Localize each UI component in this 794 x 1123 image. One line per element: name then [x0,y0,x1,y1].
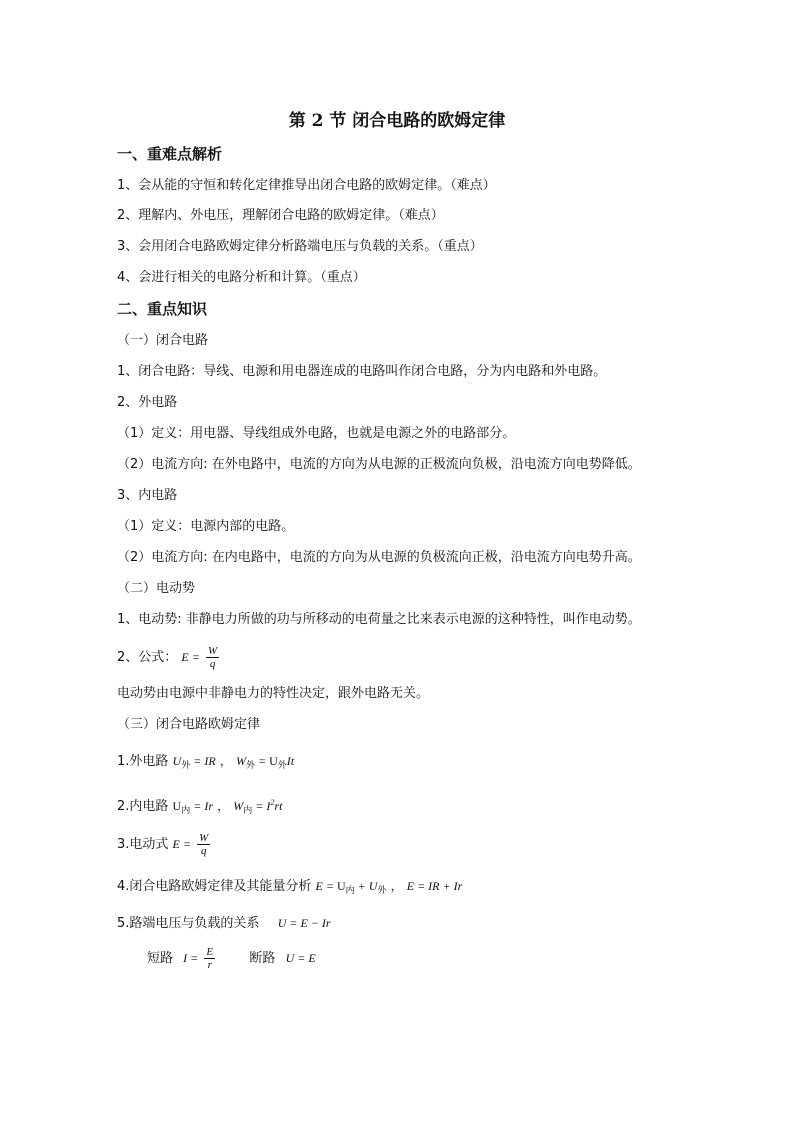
paragraph: 1、电动势: 非静电力所做的功与所移动的电荷量之比来表示电源的这种特性，叫作电动势。 [117,612,641,627]
paragraph: 3、内电路 [117,488,178,503]
formula-line-cases: 短路 I = $\frac{E}{r}$ 断路 U = E [147,946,316,971]
formula-line [117,645,221,670]
formula-label: 2、公式： [117,650,178,665]
fraction: $\frac{W}{q}$ [199,832,209,857]
formula-line-inner: 2.内电路 $U_内 = Ir$ ， $W_内 = I^2rt$ [117,798,283,816]
formula-emf: E = [181,650,200,664]
subsection-title: （二）电动势 [117,581,196,596]
paragraph: （1）定义：电源内部的电路。 [117,519,295,534]
list-item: 2、理解内、外电压，理解闭合电路的欧姆定律。（难点） [117,208,444,223]
subsection-title: （三）闭合电路欧姆定律 [117,717,261,732]
paragraph: （2）电流方向: 在外电路中，电流的方向为从电源的正极流向负极，沿电流方向电势降低。 [117,457,641,472]
page-title: 第 2 节 闭合电路的欧姆定律 [288,111,506,131]
paragraph: （1）定义：用电器、导线组成外电路，也就是电源之外的电路部分。 [117,426,516,441]
list-item: 1、会从能的守恒和转化定律推导出闭合电路的欧姆定律。（难点） [117,178,496,193]
list-item: 3、会用闭合电路欧姆定律分析路端电压与负载的关系。（重点） [117,239,483,254]
section1-heading: 一、重难点解析 [117,145,223,163]
fraction: $\frac{W}{q}$ [208,645,218,670]
formula-line-ohm: 4.闭合电路欧姆定律及其能量分析 $E = U_内 + U_外$ ， E = IR + Ir [117,879,463,896]
fraction: $\frac{E}{r}$ [206,946,214,971]
subsection-title: （一）闭合电路 [117,333,209,348]
paragraph: 2、外电路 [117,395,178,410]
paragraph: （2）电流方向: 在内电路中，电流的方向为从电源的负极流向正极，沿电流方向电势升高。 [117,550,641,565]
formula-line-emf: 3.电动式 E = $\frac{W}{q}$ [117,832,209,857]
formula-line-terminal: 5.路端电压与负载的关系 U = E − Ir [117,916,331,931]
formula-line-outer: 1.外电路 $U_外$ = IR ， $W_外 = U_外It$ [117,754,295,771]
paragraph: 电动势由电源中非静电力的特性决定，跟外电路无关。 [117,686,430,701]
section2-heading: 二、重点知识 [117,300,208,318]
list-item: 4、会进行相关的电路分析和计算。（重点） [117,270,366,285]
paragraph: 1、闭合电路：导线、电源和用电器连成的电路叫作闭合电路，分为内电路和外电路。 [117,364,607,379]
